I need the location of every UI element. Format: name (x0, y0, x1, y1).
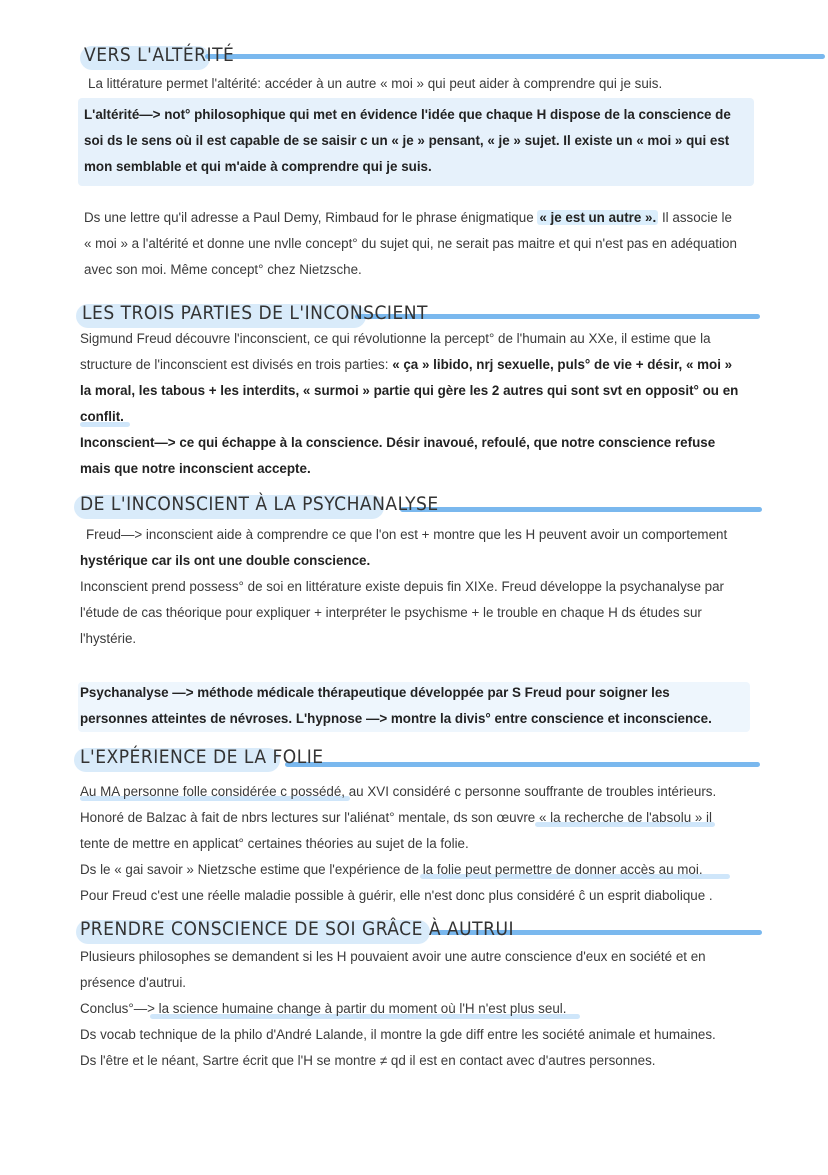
s1-def-line2: soi ds le sens où il est capable de se saisir c un « je » pensant, « je » sujet. Il existe un « moi » qui est (84, 133, 730, 148)
s5-line2: présence d'autrui. (80, 975, 187, 990)
heading-rule (400, 507, 762, 512)
s2-line3: la moral, les tabous + les interdits, « surmoi » partie qui gère les 2 autres qui sont svt en opposit° ou en (80, 383, 739, 398)
s3-line2: hystérique car ils ont une double conscience. (80, 553, 371, 568)
s2-line5: Inconscient—> ce qui échappe à la conscience. Désir inavoué, refoulé, que notre conscience refuse (80, 435, 716, 450)
s1-para2-line3: avec son moi. Même concept° chez Nietzsche. (84, 262, 362, 277)
s2-line6: mais que notre inconscient accepte. (80, 461, 311, 476)
s3-line4: l'étude de cas théorique pour expliquer + interpréter le psychisme + le trouble en chaque H ds études sur (80, 605, 702, 620)
section-title-autrui: PRENDRE CONSCIENCE DE SOI GRÂCE À AUTRUI (80, 918, 515, 940)
section-title-psychanalyse: DE L'INCONSCIENT À LA PSYCHANALYSE (80, 493, 439, 515)
rimbaud-quote: « je est un autre ». (539, 210, 657, 225)
section-title-alterite: VERS L'ALTÉRITÉ (84, 44, 235, 66)
s1-def-line1: L'altérité—> not° philosophique qui met en évidence l'idée que chaque H dispose de la conscience de (84, 107, 731, 122)
s4-line5: Pour Freud c'est une réelle maladie possible à guérir, elle n'est donc plus considéré ĉ un esprit diabolique . (80, 888, 713, 903)
s3-line6: Psychanalyse —> méthode médicale thérapeutique développée par S Freud pour soigner les (80, 685, 670, 700)
s1-def-line3: mon semblable et qui m'aide à comprendre qui je suis. (84, 159, 432, 174)
s4-line3: tente de mettre en applicat° certaines théories au sujet de la folie. (80, 836, 469, 851)
s2-line2-text: structure de l'inconscient est divisés en trois parties: (80, 357, 389, 372)
s1-para2-line1 (84, 205, 737, 231)
s1-para2-line1-text: Ds une lettre qu'il adresse a Paul Demy, Rimbaud for le phrase énigmatique (84, 210, 534, 225)
s3-line5: l'hystérie. (80, 631, 137, 646)
s2-line4: conflit. (80, 409, 124, 424)
s3-line3: Inconscient prend possess° de soi en littérature existe depuis fin XIXe. Freud développe la psychanalyse par (80, 579, 725, 594)
s4-line1: Au MA personne folle considérée c possédé, au XVI considéré c personne souffrante de troubles intérieurs. (80, 784, 717, 799)
heading-rule (205, 54, 825, 59)
s2-line2 (80, 352, 738, 378)
s4-line2: Honoré de Balzac à fait de nbrs lectures sur l'aliénat° mentale, ds son œuvre « la recherche de l'absolu » il (80, 810, 712, 825)
s2-ca-moi: « ça » libido, nrj sexuelle, puls° de vie + désir, « moi » (392, 357, 733, 372)
s5-line5: Ds l'être et le néant, Sartre écrit que l'H se montre ≠ qd il est en contact avec d'autres personnes. (80, 1053, 656, 1068)
section-title-inconscient: LES TROIS PARTIES DE L'INCONSCIENT (82, 302, 428, 324)
s5-line4: Ds vocab technique de la philo d'André Lalande, il montre la gde diff entre les société animale et humaines. (80, 1027, 716, 1042)
s2-line1: Sigmund Freud découvre l'inconscient, ce qui révolutionne la percept° de l'humain au XXe, il estime que la (80, 331, 711, 346)
s1-intro: La littérature permet l'altérité: accéder à un autre « moi » qui peut aider à comprendre qui je suis. (88, 76, 663, 91)
s4-line4: Ds le « gai savoir » Nietzsche estime que l'expérience de la folie peut permettre de donner accès au moi. (80, 862, 703, 877)
s3-line1: Freud—> inconscient aide à comprendre ce que l'on est + montre que les H peuvent avoir un comportement (86, 527, 728, 542)
s1-para2-line2: « moi » a l'altérité et donne une nvlle concept° du sujet qui, ne serait pas maitre et qui n'est pas en adéquation (84, 236, 737, 251)
s5-line1: Plusieurs philosophes se demandent si les H pouvaient avoir une autre conscience d'eux en société et en (80, 949, 706, 964)
s3-line7: personnes atteintes de névroses. L'hypnose —> montre la divis° entre conscience et inconscience. (80, 711, 712, 726)
section-title-folie: L'EXPÉRIENCE DE LA FOLIE (80, 746, 324, 768)
heading-rule (285, 762, 760, 767)
s5-line3: Conclus°—> la science humaine change à partir du moment où l'H n'est plus seul. (80, 1001, 567, 1016)
s1-para2-line1-end: Il associe le (661, 210, 732, 225)
